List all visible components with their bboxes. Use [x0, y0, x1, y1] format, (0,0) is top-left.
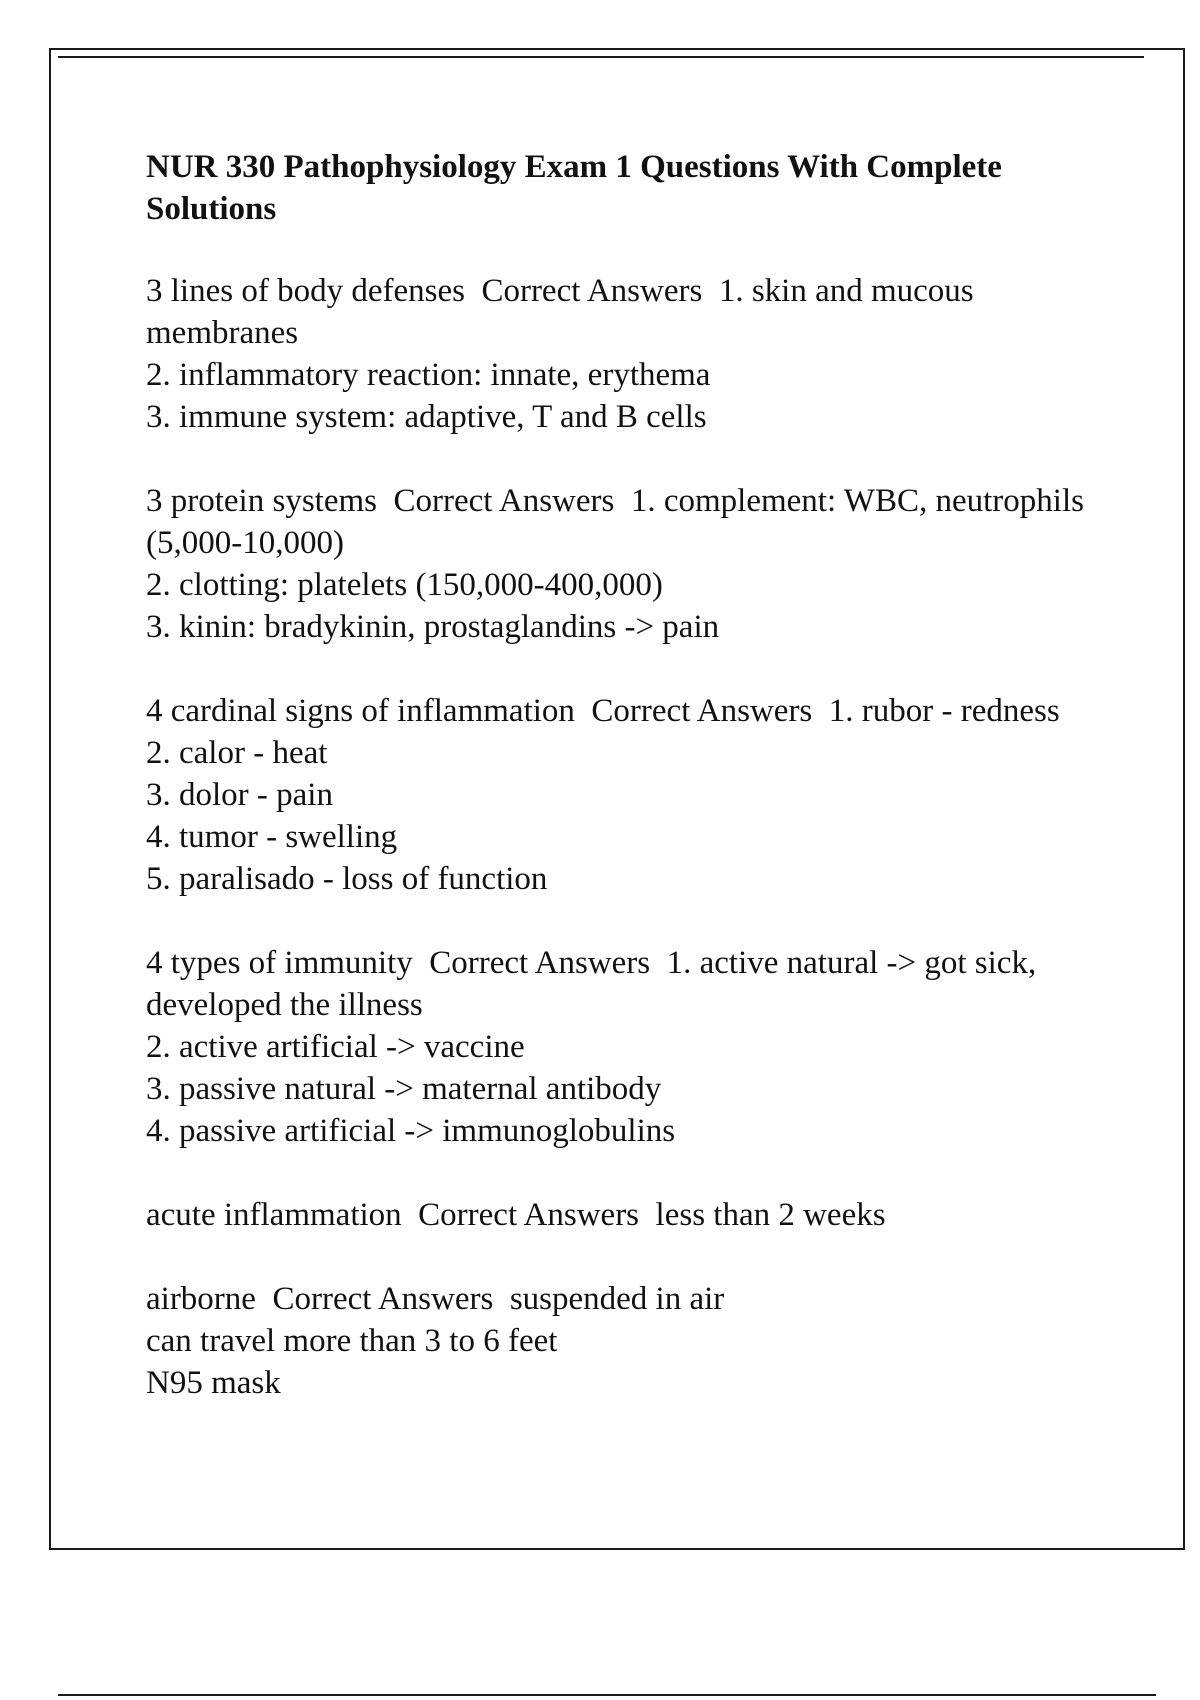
- qa-answer-line: 2. calor - heat: [146, 735, 328, 771]
- qa-item: [146, 942, 1106, 1152]
- qa-item: [146, 1278, 1106, 1404]
- qa-answer-line: 3. immune system: adaptive, T and B cells: [146, 399, 707, 435]
- qa-answer-first: 1. active natural -> got sick, developed the illness: [146, 945, 1037, 1023]
- qa-answer-line: 3. passive natural -> maternal antibody: [146, 1071, 662, 1107]
- qa-answer-line: 3. kinin: bradykinin, prostaglandins -> pain: [146, 609, 720, 645]
- qa-first-line: [146, 1278, 1106, 1320]
- qa-separator: Correct Answers: [591, 693, 813, 729]
- qa-term: 3 lines of body defenses: [146, 273, 465, 309]
- qa-item: [146, 480, 1106, 648]
- qa-term: airborne: [146, 1281, 256, 1317]
- qa-term: 4 types of immunity: [146, 945, 413, 981]
- qa-first-line: [146, 942, 1106, 1026]
- qa-answer-first: 1. rubor - redness: [828, 693, 1060, 729]
- qa-answer-line: 4. passive artificial -> immunoglobulins: [146, 1113, 676, 1149]
- qa-first-line: [146, 690, 1106, 732]
- bottom-rule: [58, 1694, 1156, 1696]
- qa-answer-first: less than 2 weeks: [655, 1197, 886, 1233]
- qa-separator: Correct Answers: [429, 945, 651, 981]
- qa-answer-line: 4. tumor - swelling: [146, 819, 398, 855]
- top-rule: [58, 56, 1144, 58]
- qa-first-line: [146, 270, 1106, 354]
- qa-first-line: [146, 480, 1106, 564]
- qa-answer-line: N95 mask: [146, 1365, 281, 1401]
- qa-separator: Correct Answers: [393, 483, 615, 519]
- qa-answer-line: 2. inflammatory reaction: innate, erythema: [146, 357, 711, 393]
- qa-answer-line: can travel more than 3 to 6 feet: [146, 1323, 558, 1359]
- qa-answer-line: 2. clotting: platelets (150,000-400,000): [146, 567, 663, 603]
- qa-separator: Correct Answers: [481, 273, 703, 309]
- qa-item: [146, 270, 1106, 438]
- qa-answer-line: 2. active artificial -> vaccine: [146, 1029, 525, 1065]
- qa-item: [146, 690, 1106, 900]
- document-title: NUR 330 Pathophysiology Exam 1 Questions With Complete Solutions: [146, 149, 1002, 227]
- qa-term: acute inflammation: [146, 1197, 402, 1233]
- qa-answer-first: 1. complement: WBC, neutrophils (5,000-10,000): [146, 483, 1084, 561]
- qa-separator: Correct Answers: [418, 1197, 640, 1233]
- qa-term: 4 cardinal signs of inflammation: [146, 693, 575, 729]
- qa-item: [146, 1194, 1106, 1236]
- qa-answer-line: 5. paralisado - loss of function: [146, 861, 548, 897]
- qa-term: 3 protein systems: [146, 483, 377, 519]
- qa-list: [146, 270, 1106, 1404]
- qa-answer-first: 1. skin and mucous membranes: [146, 273, 974, 351]
- qa-answer-line: 3. dolor - pain: [146, 777, 333, 813]
- qa-separator: Correct Answers: [272, 1281, 494, 1317]
- qa-answer-first: suspended in air: [509, 1281, 725, 1317]
- document-body: [146, 146, 1106, 1446]
- qa-first-line: [146, 1194, 1106, 1236]
